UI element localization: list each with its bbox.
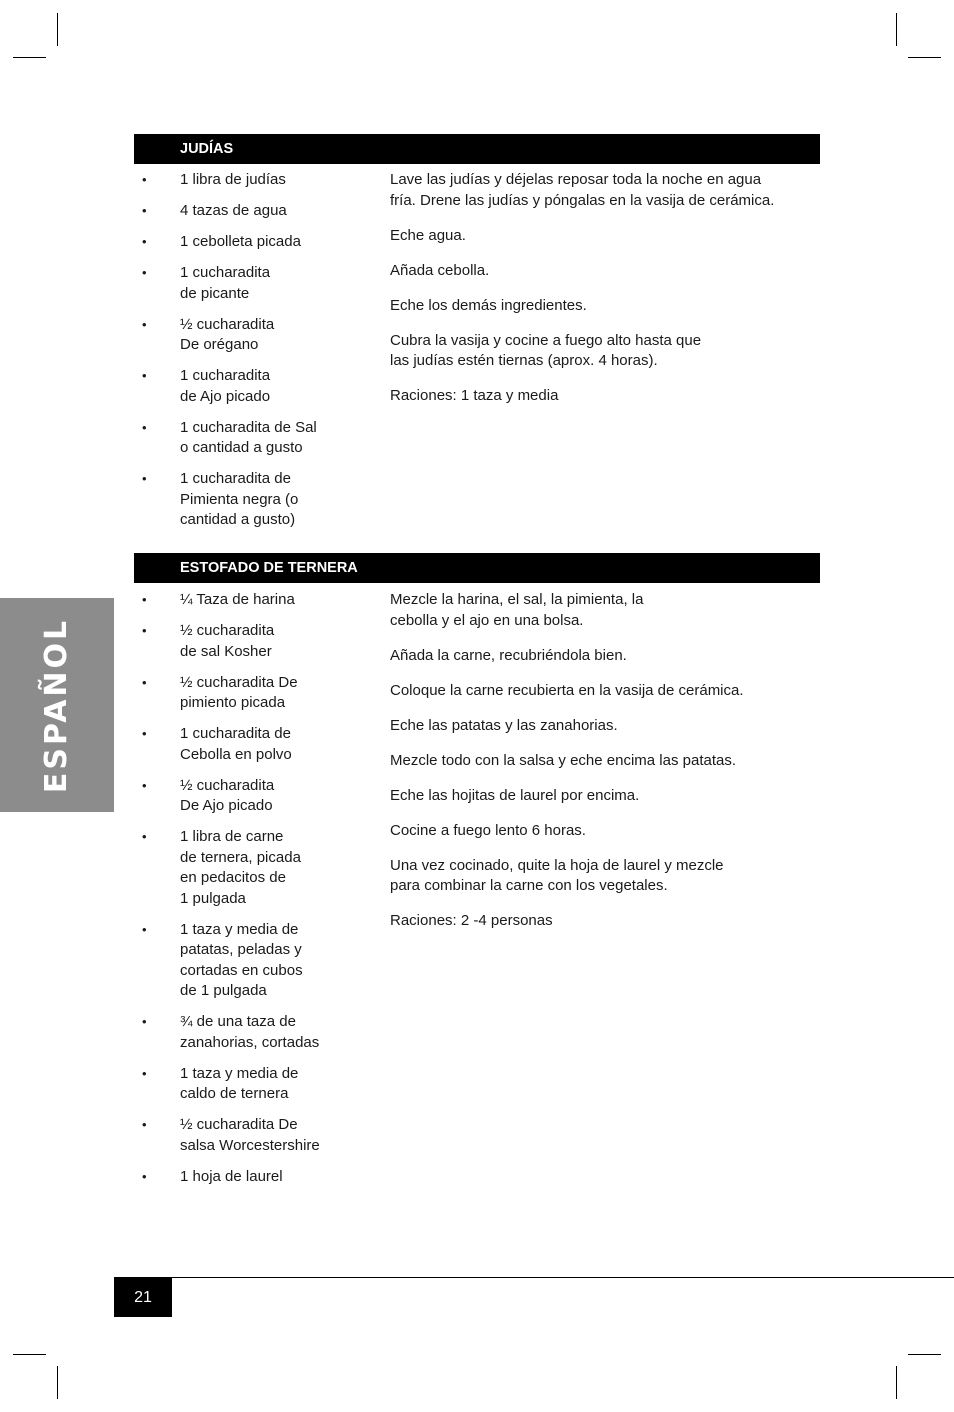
crop-mark [896, 1366, 897, 1399]
instruction-step: Añada cebolla. [390, 261, 490, 279]
ingredient-item: • 1 libra de judías [134, 170, 374, 191]
ingredient-item: • 4 tazas de agua [134, 201, 374, 222]
ingredient-item: • 1 cebolleta picada [134, 232, 374, 253]
ingredient-item: • ½ cucharadita De Ajo picado [134, 776, 374, 817]
ingredient-item: • 1 cucharadita de Sal o cantidad a gusto [134, 418, 374, 459]
footer-rule [114, 1277, 954, 1278]
crop-mark [13, 57, 46, 58]
ingredient-item: • 1 libra de carne de ternera, picada en pedacitos de 1 pulgada [134, 827, 374, 909]
ingredient-item: • 1 cucharadita de Pimienta negra (o cantidad a gusto) [134, 469, 374, 531]
ingredient-item: • ½ cucharadita de sal Kosher [134, 621, 374, 662]
instruction-step: Cubra la vasija y cocine a fuego alto hasta que las judías estén tiernas (aprox. 4 horas). [390, 331, 702, 369]
recipe-title-bar [134, 553, 820, 583]
crop-mark [896, 13, 897, 46]
ingredient-item: • 1 hoja de laurel [134, 1167, 374, 1188]
instruction-step: Añada la carne, recubriéndola bien. [390, 646, 627, 664]
instruction-list [390, 170, 810, 421]
ingredient-item: • ¼ Taza de harina [134, 590, 374, 611]
crop-mark [908, 1354, 941, 1355]
instruction-step: Eche agua. [390, 226, 466, 244]
ingredient-list [134, 170, 374, 541]
ingredient-item: • ½ cucharadita De salsa Worcestershire [134, 1115, 374, 1156]
instruction-step: Mezcle todo con la salsa y eche encima las patatas. [390, 751, 737, 769]
instruction-step: Coloque la carne recubierta en la vasija de cerámica. [390, 681, 744, 699]
instruction-step: Cocine a fuego lento 6 horas. [390, 821, 586, 839]
crop-mark [908, 57, 941, 58]
ingredient-item: • 1 cucharadita de Ajo picado [134, 366, 374, 407]
crop-mark [57, 13, 58, 46]
instruction-step: Una vez cocinado, quite la hoja de laurel y mezcle para combinar la carne con los vegetales. [390, 856, 724, 894]
page-number [114, 1278, 172, 1317]
ingredient-item: • 1 taza y media de patatas, peladas y cortadas en cubos de 1 pulgada [134, 920, 374, 1002]
ingredient-item: • ½ cucharadita De orégano [134, 315, 374, 356]
recipe-title: JUDÍAS [180, 141, 234, 157]
ingredient-item: • ¾ de una taza de zanahorias, cortadas [134, 1012, 374, 1053]
instruction-list [390, 590, 810, 946]
instruction-step: Eche las hojitas de laurel por encima. [390, 786, 640, 804]
language-tab-label: ESPAÑOL [39, 617, 75, 793]
instruction-step: Mezcle la harina, el sal, la pimienta, la cebolla y el ajo en una bolsa. [390, 591, 644, 629]
ingredient-item: • 1 cucharadita de picante [134, 263, 374, 304]
instruction-step: Eche los demás ingredientes. [390, 296, 587, 314]
instruction-step: Raciones: 2 -4 personas [390, 912, 553, 929]
instruction-step: Raciones: 1 taza y media [390, 387, 559, 404]
instruction-step: Eche las patatas y las zanahorias. [390, 716, 618, 734]
recipe-title-bar [134, 134, 820, 164]
recipe-title: ESTOFADO DE TERNERA [180, 560, 358, 576]
page-number-label: 21 [134, 1288, 152, 1306]
ingredient-list [134, 590, 374, 1198]
ingredient-item: • 1 cucharadita de Cebolla en polvo [134, 724, 374, 765]
crop-mark [57, 1366, 58, 1399]
instruction-step: Lave las judías y déjelas reposar toda la noche en agua fría. Drene las judías y póngalas en la vasija de cerámica. [390, 171, 775, 209]
crop-mark [13, 1354, 46, 1355]
ingredient-item: • 1 taza y media de caldo de ternera [134, 1064, 374, 1105]
ingredient-item: • ½ cucharadita De pimiento picada [134, 673, 374, 714]
language-tab [0, 598, 114, 812]
